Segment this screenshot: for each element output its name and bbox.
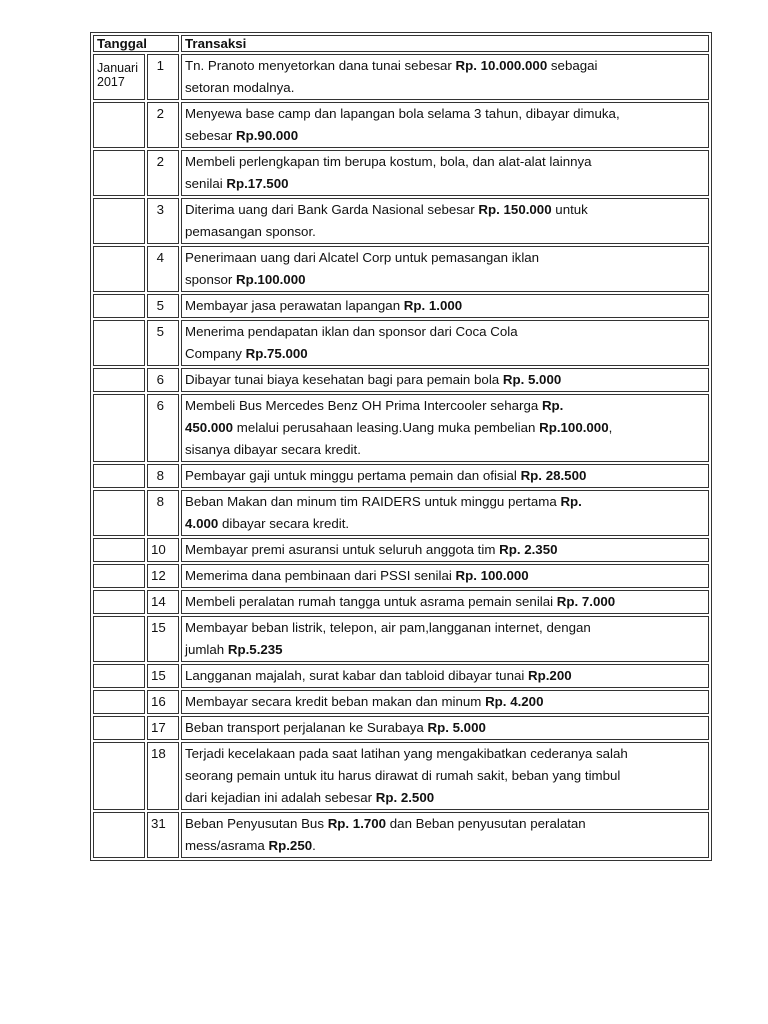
table-header-row <box>93 35 709 52</box>
date-cell <box>93 590 145 614</box>
day-cell: 6 <box>147 394 179 462</box>
transaction-text: Membeli peralatan rumah tangga untuk asrama pemain senilai <box>185 594 557 609</box>
amount-text: Rp. 28.500 <box>520 468 587 483</box>
transaction-text: Memerima dana pembinaan dari PSSI senilai <box>185 568 456 583</box>
date-cell <box>93 102 145 148</box>
transaction-cell <box>181 590 709 614</box>
table-row <box>93 150 709 196</box>
day-cell: 18 <box>147 742 179 810</box>
date-cell <box>93 664 145 688</box>
transaction-text: Dibayar tunai biaya kesehatan bagi para pemain bola <box>185 372 503 387</box>
transaction-text: dibayar secara kredit. <box>218 516 350 531</box>
transaction-line <box>185 513 705 535</box>
transaction-text: sebagai <box>547 58 598 73</box>
transaction-line <box>185 665 705 687</box>
transaction-cell <box>181 490 709 536</box>
transaction-cell <box>181 464 709 488</box>
transaction-line <box>185 295 705 317</box>
transaction-text: Membayar secara kredit beban makan dan minum <box>185 694 486 709</box>
transaction-cell <box>181 716 709 740</box>
transaction-line <box>185 103 705 125</box>
day-cell: 8 <box>147 490 179 536</box>
table-row <box>93 716 709 740</box>
header-tanggal: Tanggal <box>93 35 179 52</box>
transaction-text: , <box>608 420 613 435</box>
transaction-text: Tn. Pranoto menyetorkan dana tunai sebesar <box>185 58 456 73</box>
transaction-cell <box>181 246 709 292</box>
transaction-text: Membayar beban listrik, telepon, air pam,langganan internet, dengan <box>185 620 591 635</box>
transaction-line <box>185 55 705 77</box>
amount-text: Rp. 10.000.000 <box>455 58 548 73</box>
date-cell <box>93 690 145 714</box>
date-cell <box>93 742 145 810</box>
table-row <box>93 490 709 536</box>
table-row <box>93 590 709 614</box>
transaction-cell <box>181 616 709 662</box>
date-cell <box>93 150 145 196</box>
amount-text: Rp.200 <box>528 668 572 683</box>
transaction-line <box>185 439 705 461</box>
transaction-text: . <box>312 838 316 853</box>
transaction-line <box>185 343 705 365</box>
day-cell: 15 <box>147 664 179 688</box>
transaction-line <box>185 77 705 99</box>
table-row <box>93 320 709 366</box>
date-cell <box>93 320 145 366</box>
table-row <box>93 690 709 714</box>
transaction-cell <box>181 294 709 318</box>
transaction-line <box>185 321 705 343</box>
day-cell: 2 <box>147 102 179 148</box>
transaction-line <box>185 565 705 587</box>
transaction-line <box>185 199 705 221</box>
transaction-text: Diterima uang dari Bank Garda Nasional sebesar <box>185 202 479 217</box>
transaction-text: Company <box>185 346 246 361</box>
transaction-text: Pembayar gaji untuk minggu pertama pemain dan ofisial <box>185 468 521 483</box>
transaction-line <box>185 417 705 439</box>
day-cell: 8 <box>147 464 179 488</box>
transaction-line <box>185 369 705 391</box>
table-row <box>93 54 709 100</box>
amount-text: Rp. 2.500 <box>375 790 435 805</box>
transaction-text: untuk <box>551 202 588 217</box>
transaction-text: sebesar <box>185 128 236 143</box>
amount-text: Rp. 2.350 <box>499 542 558 557</box>
table-row <box>93 394 709 462</box>
transaction-line <box>185 269 705 291</box>
transaction-text: Beban Makan dan minum tim RAIDERS untuk minggu pertama <box>185 494 561 509</box>
transaction-text: Penerimaan uang dari Alcatel Corp untuk pemasangan iklan <box>185 250 540 265</box>
amount-text: Rp. 5.000 <box>427 720 486 735</box>
date-cell <box>93 490 145 536</box>
amount-text: 450.000 <box>185 420 234 435</box>
table-row <box>93 812 709 858</box>
transaction-cell <box>181 198 709 244</box>
amount-text: Rp. 100.000 <box>455 568 529 583</box>
transaction-text: mess/asrama <box>185 838 269 853</box>
transaction-text: pemasangan sponsor. <box>185 224 316 239</box>
transaction-cell <box>181 102 709 148</box>
transaction-text: sponsor <box>185 272 236 287</box>
transaction-text: seorang pemain untuk itu harus dirawat di rumah sakit, beban yang timbul <box>185 768 621 783</box>
day-cell: 15 <box>147 616 179 662</box>
transaction-text: Beban transport perjalanan ke Surabaya <box>185 720 428 735</box>
date-cell <box>93 54 145 100</box>
day-cell: 2 <box>147 150 179 196</box>
date-cell <box>93 198 145 244</box>
transaction-line <box>185 591 705 613</box>
transaction-text: Membayar jasa perawatan lapangan <box>185 298 404 313</box>
day-cell: 16 <box>147 690 179 714</box>
table-row <box>93 368 709 392</box>
transaction-line <box>185 221 705 243</box>
header-transaksi: Transaksi <box>181 35 709 52</box>
transactions-table <box>90 32 712 861</box>
transaction-line <box>185 491 705 513</box>
transaction-cell <box>181 54 709 100</box>
amount-text: Rp.250 <box>268 838 313 853</box>
date-cell <box>93 294 145 318</box>
day-cell: 3 <box>147 198 179 244</box>
transaction-cell <box>181 664 709 688</box>
transaction-text: Membeli perlengkapan tim berupa kostum, bola, dan alat-alat lainnya <box>185 154 592 169</box>
transaction-line <box>185 173 705 195</box>
transaction-cell <box>181 320 709 366</box>
date-cell <box>93 716 145 740</box>
day-cell: 5 <box>147 294 179 318</box>
transaction-text: setoran modalnya. <box>185 80 295 95</box>
transaction-text: Membayar premi asuransi untuk seluruh anggota tim <box>185 542 500 557</box>
transaction-line <box>185 125 705 147</box>
transaction-line <box>185 639 705 661</box>
transaction-text: Langganan majalah, surat kabar dan tabloid dibayar tunai <box>185 668 529 683</box>
table-row <box>93 246 709 292</box>
transaction-text: Menerima pendapatan iklan dan sponsor dari Coca Cola <box>185 324 518 339</box>
transaction-cell <box>181 538 709 562</box>
transaction-line <box>185 465 705 487</box>
transaction-text: Membeli Bus Mercedes Benz OH Prima Intercooler seharga <box>185 398 542 413</box>
transaction-cell <box>181 368 709 392</box>
table-row <box>93 464 709 488</box>
date-cell <box>93 368 145 392</box>
transaction-cell <box>181 690 709 714</box>
transaction-line <box>185 691 705 713</box>
transaction-line <box>185 717 705 739</box>
transaction-text: senilai <box>185 176 227 191</box>
day-cell: 10 <box>147 538 179 562</box>
transaction-cell <box>181 394 709 462</box>
transaction-line <box>185 247 705 269</box>
date-cell <box>93 464 145 488</box>
amount-text: Rp.5.235 <box>227 642 283 657</box>
date-cell <box>93 564 145 588</box>
table-row <box>93 102 709 148</box>
transaction-cell <box>181 812 709 858</box>
transaction-text: melalui perusahaan leasing.Uang muka pembelian <box>233 420 540 435</box>
amount-text: Rp.17.500 <box>226 176 289 191</box>
amount-text: Rp. 1.700 <box>327 816 387 831</box>
transaction-text: jumlah <box>185 642 228 657</box>
transaction-text: Menyewa base camp dan lapangan bola selama 3 tahun, dibayar dimuka, <box>185 106 620 121</box>
transaction-cell <box>181 564 709 588</box>
table-row <box>93 538 709 562</box>
transaction-text: Beban Penyusutan Bus <box>185 816 328 831</box>
amount-text: Rp. <box>541 398 564 413</box>
year-label: 2017 <box>97 75 125 89</box>
date-cell <box>93 538 145 562</box>
transaction-line <box>185 765 705 787</box>
date-cell <box>93 616 145 662</box>
transaction-line <box>185 151 705 173</box>
transaction-line <box>185 787 705 809</box>
date-cell <box>93 394 145 462</box>
amount-text: Rp. 1.000 <box>403 298 463 313</box>
amount-text: Rp. <box>560 494 582 509</box>
transaction-text: dari kejadian ini adalah sebesar <box>185 790 376 805</box>
amount-text: Rp. 150.000 <box>478 202 552 217</box>
month-label: Januari <box>97 61 138 75</box>
amount-text: Rp. 5.000 <box>502 372 562 387</box>
transaction-text: dan Beban penyusutan peralatan <box>386 816 586 831</box>
amount-text: Rp.75.000 <box>245 346 308 361</box>
transaction-line <box>185 835 705 857</box>
amount-text: Rp.100.000 <box>539 420 609 435</box>
transaction-line <box>185 395 705 417</box>
date-cell <box>93 246 145 292</box>
transaction-cell <box>181 742 709 810</box>
amount-text: Rp.100.000 <box>236 272 306 287</box>
transaction-cell <box>181 150 709 196</box>
transaction-text: Terjadi kecelakaan pada saat latihan yang mengakibatkan cederanya salah <box>185 746 628 761</box>
day-cell: 4 <box>147 246 179 292</box>
table-row <box>93 664 709 688</box>
transaction-text: sisanya dibayar secara kredit. <box>185 442 361 457</box>
table-row <box>93 616 709 662</box>
table-row <box>93 198 709 244</box>
day-cell: 5 <box>147 320 179 366</box>
transaction-line <box>185 743 705 765</box>
amount-text: Rp.90.000 <box>236 128 299 143</box>
amount-text: 4.000 <box>185 516 219 531</box>
transaction-line <box>185 617 705 639</box>
table-row <box>93 294 709 318</box>
day-cell: 12 <box>147 564 179 588</box>
transaction-line <box>185 813 705 835</box>
day-cell: 31 <box>147 812 179 858</box>
day-cell: 17 <box>147 716 179 740</box>
day-cell: 6 <box>147 368 179 392</box>
day-cell: 1 <box>147 54 179 100</box>
amount-text: Rp. 4.200 <box>485 694 544 709</box>
amount-text: Rp. 7.000 <box>556 594 616 609</box>
table-row <box>93 564 709 588</box>
day-cell: 14 <box>147 590 179 614</box>
date-cell <box>93 812 145 858</box>
table-row <box>93 742 709 810</box>
transaction-line <box>185 539 705 561</box>
table-body <box>93 54 709 858</box>
